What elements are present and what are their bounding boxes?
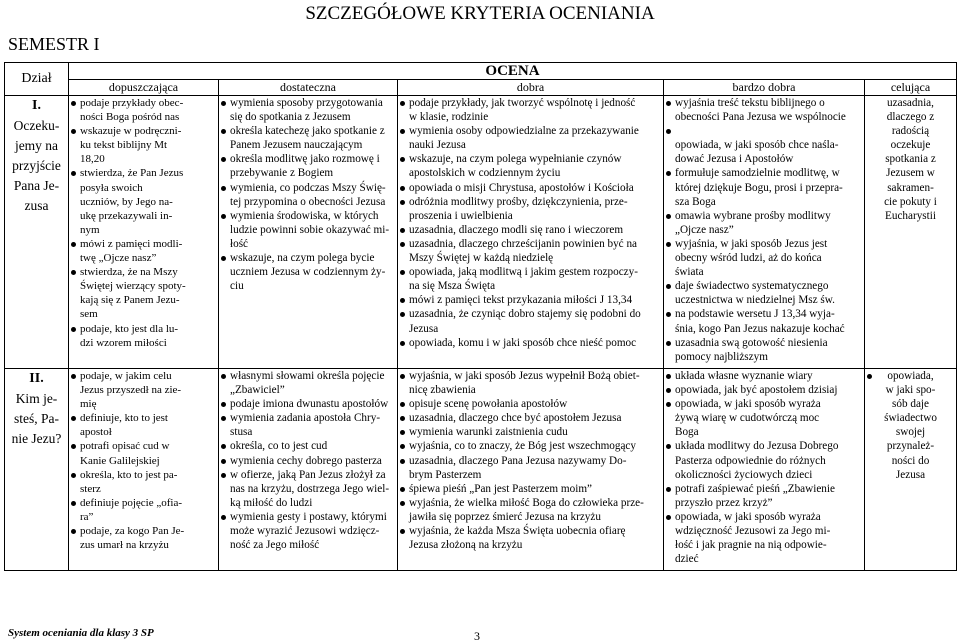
criteria-line: Eucharystii (885, 209, 936, 222)
section-name-line: nie Jezu? (11, 431, 62, 446)
criteria-line: przebywanie z Bogiem (230, 167, 334, 180)
criteria-line: tej przypomina o obecności Jezusa (230, 195, 386, 208)
criteria-line: śpiewa pieśń „Pan jest Pasterzem moim” (400, 482, 661, 496)
criteria-line: radością (891, 125, 930, 138)
criteria-line: kają się z Panem Jezu- (80, 294, 180, 307)
header-dzial: Dział (5, 63, 69, 96)
criteria-list (221, 369, 395, 552)
page-number: 3 (474, 629, 480, 643)
criteria-line: nym (80, 223, 100, 236)
section-number: II. (29, 371, 44, 386)
criteria-line: ra” (80, 510, 94, 523)
criteria-line: ności Boga pośród nas (80, 111, 180, 124)
criteria-line: „Zbawiciel” (230, 384, 285, 397)
section-name-line: steś, Pa- (14, 411, 59, 426)
criteria-line: wyjaśnia, w jaki sposób Jezus jest (666, 237, 862, 251)
criteria-line: Jezusa złożoną na krzyżu (409, 539, 523, 552)
criteria-line: opowiada o misji Chrystusa, apostołów i Kościoła (400, 181, 661, 195)
criteria-line: Boga (675, 426, 699, 439)
criteria-line: opowiada, (867, 369, 954, 383)
grade-bardzo-dobra: bardzo dobra (664, 80, 865, 96)
criteria-line: definiuje, kto to jest (71, 411, 216, 425)
criteria-line: świata (675, 266, 704, 279)
criteria-line: wskazuje, na czym polega wypełnianie czynów (400, 152, 661, 166)
criteria-line: apostolskich w codziennym życiu (409, 167, 561, 180)
criteria-line: przynależ- (886, 440, 935, 453)
criteria-line: sakramen- (887, 181, 934, 194)
criteria-line: w klasie, rodzinie (409, 111, 489, 124)
criteria-line: nauki Jezusa (409, 139, 466, 152)
criteria-line (666, 124, 862, 138)
criteria-line: stwierdza, że Pan Jezus (71, 166, 216, 180)
criteria-line: ciu (230, 280, 244, 293)
criteria-line: uzasadnia, (887, 97, 934, 109)
criteria-line: przyszło przez krzyż” (675, 496, 773, 509)
criteria-line: posyła swoich (80, 181, 143, 194)
criteria-line: podaje, w jakim celu (71, 369, 216, 383)
criteria-line: wymienia zadania apostoła Chry- (221, 411, 395, 425)
criteria-line: Pasterza odpowiednie do różnych (675, 454, 826, 467)
criteria-line: wymienia cechy dobrego pasterza (221, 454, 395, 468)
criteria-line: na się Msza Święta (409, 280, 496, 293)
criteria-line: opowiada, w jaki sposób wyraża (666, 510, 862, 524)
section-name-line: Pana Je- (13, 178, 60, 193)
criteria-line: dować Jezusa i Apostołów (675, 153, 794, 166)
criteria-line: wdzięczność Jezusowi za Jego mi- (675, 525, 831, 538)
criteria-line: obecny wśród ludzi, aż do końca (675, 252, 822, 265)
criteria-list (867, 96, 954, 223)
criteria-cell-celująca (865, 96, 957, 369)
criteria-line: wymienia środowiska, w których (221, 209, 395, 223)
criteria-cell-dostateczna (219, 96, 398, 369)
section-name-line: jemy na (14, 138, 59, 153)
criteria-cell-dopuszczająca (69, 96, 219, 369)
criteria-line: spotkania z (885, 153, 936, 166)
criteria-line: „Ojcze nasz” (675, 223, 734, 236)
criteria-line: Jezusem w (886, 167, 935, 180)
criteria-line: stusa (230, 426, 253, 439)
criteria-line: uzasadnia, dlaczego chce być apostołem Jezusa (400, 411, 661, 425)
criteria-line: Świętej wierzący spoty- (80, 280, 186, 293)
criteria-line: opowiada, jaką modlitwą i jakim gestem rozpoczy- (400, 265, 661, 279)
criteria-line: śnia, kogo Pan Jezus nakazuje kochać (675, 322, 845, 335)
criteria-line: określa modlitwę jako rozmowę i (221, 152, 395, 166)
criteria-line: okoliczności życiowych dzieci (675, 468, 813, 481)
criteria-line: proszenia i uwielbienia (409, 209, 513, 222)
criteria-cell-dobra (398, 96, 664, 369)
criteria-line: własnymi słowami określa pojęcie (221, 369, 395, 383)
criteria-line: Kanie Galilejskiej (80, 454, 160, 467)
criteria-line: wskazuje, na czym polega bycie (221, 251, 395, 265)
criteria-line: może wyrazić Jezusowi wdzięcz- (230, 525, 380, 538)
criteria-line: mówi z pamięci modli- (71, 237, 216, 251)
criteria-line: na podstawie wersetu J 13,34 wyja- (666, 307, 862, 321)
criteria-line: podaje przykłady, jak tworzyć wspólnotę i jedność (400, 96, 661, 110)
criteria-line: wymienia gesty i postawy, którymi (221, 510, 395, 524)
criteria-list (400, 369, 661, 552)
criteria-line: uzasadnia, że czyniąc dobro stajemy się podobni do (400, 307, 661, 321)
criteria-line: dzieć (675, 553, 699, 566)
criteria-line: uzasadnia swą gotowość niesienia (666, 336, 862, 350)
criteria-line: podaje, kto jest dla lu- (71, 322, 216, 336)
criteria-line: określa, kto to jest pa- (71, 468, 216, 482)
criteria-line: Jezusa (895, 468, 926, 481)
criteria-line: opowiada, w jaki sposób chce naśla- (675, 139, 839, 152)
criteria-line: podaje, za kogo Pan Je- (71, 524, 216, 538)
grade-dopuszczajaca: dopuszczająca (69, 80, 219, 96)
criteria-line: wyjaśnia, w jaki sposób Jezus wypełnił Bożą obiet- (400, 369, 661, 383)
section-row (5, 96, 957, 369)
criteria-list (71, 96, 216, 350)
criteria-line: 18,20 (80, 153, 105, 166)
grade-celujaca: celująca (865, 80, 957, 96)
criteria-line: jawiła się poprzez śmierć Jezusa na krzyżu (409, 510, 601, 523)
criteria-line: oczekuje (890, 139, 931, 152)
criteria-line: wyjaśnia, że każda Msza Święta uobecnia ofiarę (400, 524, 661, 538)
criteria-line: uczniem Jezusa w codziennym ży- (230, 266, 386, 279)
criteria-line: uczestnictwa w niedzielnej Msz św. (675, 294, 835, 307)
criteria-line: podaje przykłady obec- (71, 96, 216, 110)
criteria-cell-dobra (398, 369, 664, 571)
criteria-line: uzasadnia, dlaczego modli się rano i wieczorem (400, 223, 661, 237)
criteria-cell-bardzo dobra (664, 96, 865, 369)
criteria-line: uczniów, by Jego na- (80, 195, 173, 208)
section-row (5, 369, 957, 571)
criteria-line: sterz (80, 482, 101, 495)
criteria-line: odróżnia modlitwy prośby, dziękczynienia, prze- (400, 195, 661, 209)
criteria-line: Panem Jezusem nauczającym (230, 139, 363, 152)
criteria-line: ką miłość do ludzi (230, 496, 313, 509)
criteria-line: sem (80, 308, 98, 321)
criteria-line: mówi z pamięci tekst przykazania miłości J 13,34 (400, 293, 661, 307)
criteria-line: nas na krzyżu, dostrzega Jego wiel- (230, 482, 390, 495)
criteria-line: świadectwo (884, 412, 937, 425)
criteria-line: się do spotkania z Jezusem (230, 111, 351, 124)
section-number: I. (32, 98, 41, 113)
criteria-line: brym Pasterzem (409, 468, 482, 481)
section-name-line: przyjście (12, 158, 61, 173)
criteria-line: daje świadectwo systematycznego (666, 279, 862, 293)
criteria-line: sób daje (892, 398, 929, 411)
criteria-list (666, 96, 862, 364)
criteria-line: Mszy Świętej w każdą niedzielę (409, 252, 554, 265)
criteria-list (221, 96, 395, 293)
criteria-line: potrafi zaśpiewać pieśń „Zbawienie (666, 482, 862, 496)
criteria-list (71, 369, 216, 552)
criteria-line: w ofierze, jaką Pan Jezus złożył za (221, 468, 395, 482)
criteria-line: wymienia sposoby przygotowania (221, 96, 395, 110)
semester-label: SEMESTR I (8, 34, 100, 54)
criteria-line: określa, co to jest cud (221, 439, 395, 453)
criteria-line: opowiada, jak być apostołem dzisiaj (666, 383, 862, 397)
criteria-line: zus umarł na krzyżu (80, 539, 169, 552)
criteria-cell-bardzo dobra (664, 369, 865, 571)
grade-dobra: dobra (398, 80, 664, 96)
criteria-list (400, 96, 661, 350)
criteria-line: formułuje samodzielnie modlitwę, w (666, 166, 862, 180)
criteria-line: uzasadnia, dlaczego Pana Jezusa nazywamy Do- (400, 454, 661, 468)
criteria-line: ności do (891, 454, 930, 467)
criteria-line: wyjaśnia treść tekstu biblijnego o (666, 96, 862, 110)
section-name-line: zusa (24, 198, 49, 213)
criteria-line: dzi wzorem miłości (80, 336, 167, 349)
section-name-cell (5, 96, 69, 369)
header-row-ocena (5, 63, 957, 80)
criteria-cell-dostateczna (219, 369, 398, 571)
criteria-line: wymienia osoby odpowiedzialne za przekazywanie (400, 124, 661, 138)
criteria-line: ku tekst biblijny Mt (80, 139, 168, 152)
criteria-line: podaje imiona dwunastu apostołów (221, 397, 395, 411)
criteria-line: łość i jak pragnie na nią odpowie- (675, 539, 827, 552)
page-title: SZCZEGÓŁOWE KRYTERIA OCENIANIA (305, 3, 655, 24)
criteria-line: twę „Ojcze nasz” (80, 252, 157, 265)
criteria-line: w jaki spo- (885, 384, 936, 397)
criteria-line: układa modlitwy do Jezusa Dobrego (666, 439, 862, 453)
header-ocena: OCENA (69, 63, 957, 80)
criteria-line: opisuje scenę powołania apostołów (400, 397, 661, 411)
criteria-line: łość (230, 237, 249, 250)
criteria-line: ukę przekazywali in- (80, 209, 173, 222)
criteria-line: omawia wybrane prośby modlitwy (666, 209, 862, 223)
header-row-grades (5, 80, 957, 96)
criteria-line: mię (80, 398, 97, 411)
criteria-line: której dziękuje Bogu, prosi i przepra- (675, 181, 843, 194)
criteria-line: określa katechezę jako spotkanie z (221, 124, 395, 138)
criteria-table (4, 62, 957, 571)
criteria-line: definiuje pojęcie „ofia- (71, 496, 216, 510)
criteria-line: opowiada, w jaki sposób wyraża (666, 397, 862, 411)
section-name-line: Oczeku- (13, 118, 60, 133)
criteria-line: pomocy najbliższym (675, 350, 768, 363)
criteria-line: wyjaśnia, co to znaczy, że Bóg jest wszechmogący (400, 439, 661, 453)
criteria-line: ludzie powinni sobie okazywać mi- (230, 223, 390, 236)
criteria-line: Jezusa (409, 322, 439, 335)
criteria-line: układa własne wyznanie wiary (666, 369, 862, 383)
criteria-line: swojej (895, 426, 926, 439)
criteria-cell-celująca (865, 369, 957, 571)
criteria-list (867, 369, 954, 482)
criteria-line: uzasadnia, dlaczego chrześcijanin powinien być na (400, 237, 661, 251)
criteria-line: dlaczego z (886, 111, 935, 124)
criteria-line: wymienia warunki zaistnienia cudu (400, 425, 661, 439)
criteria-line: apostoł (80, 426, 112, 439)
criteria-cell-dopuszczająca (69, 369, 219, 571)
criteria-line: sza Boga (675, 195, 716, 208)
criteria-line: wyjaśnia, że wielka miłość Boga do człowieka prze- (400, 496, 661, 510)
criteria-line: stwierdza, że na Mszy (71, 265, 216, 279)
criteria-line: Jezus przyszedł na zie- (80, 384, 182, 397)
footer-text: System oceniania dla klasy 3 SP (8, 627, 154, 639)
criteria-line: ność za Jego miłość (230, 539, 320, 552)
criteria-line: żywą wiarę w cudotwórczą moc (675, 412, 820, 425)
criteria-line: cie pokuty i (884, 195, 937, 208)
criteria-line: wskazuje w podręczni- (71, 124, 216, 138)
criteria-line: obecności Pana Jezusa we wspólnocie (675, 111, 846, 124)
criteria-line: wymienia, co podczas Mszy Świę- (221, 181, 395, 195)
criteria-list (666, 369, 862, 566)
grade-dostateczna: dostateczna (219, 80, 398, 96)
section-name-line: Kim je- (15, 391, 58, 406)
criteria-line: nicę zbawienia (409, 384, 476, 397)
section-name-cell (5, 369, 69, 571)
criteria-line: potrafi opisać cud w (71, 439, 216, 453)
criteria-line: opowiada, komu i w jaki sposób chce nieść pomoc (400, 336, 661, 350)
